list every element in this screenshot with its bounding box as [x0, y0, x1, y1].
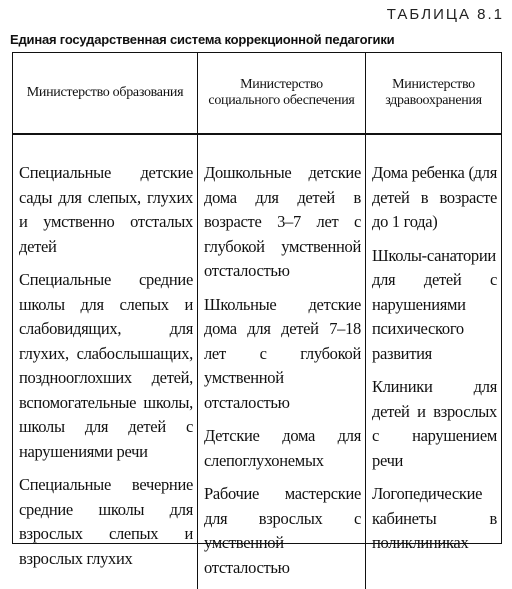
column-social-security [197, 135, 365, 589]
table-cell-item: Дома ребенка (для детей в возрасте до 1 года) [372, 163, 497, 231]
column-education [13, 135, 197, 589]
table-cell-item: Специальные средние школы для слепых и слабовидящих, для глухих, слабослышащих, позднооглохших детей, вспомогательные школы, школы для детей с нарушениями речи [19, 270, 193, 461]
table-cell-item: Специальные вечерние средние школы для взрослых слепых и взрослых глухих [19, 475, 193, 568]
table-cell-item: Детские дома для слепоглухонемых [204, 426, 361, 470]
header-ministry-social-security: Министерство социального обеспечения [197, 53, 365, 135]
table-cell-item: Специальные детские сады для слепых, глухих и умственно отсталых детей [19, 163, 193, 256]
table-cell-item: Дошкольные детские дома для детей в возрасте 3–7 лет с глубокой умственной отсталостью [204, 163, 361, 280]
correctional-pedagogy-table [12, 52, 502, 577]
table-cell-item: Логопедические кабинеты в поликлиниках [372, 484, 497, 552]
table-caption: Единая государственная система коррекционной педагогики [10, 32, 395, 47]
table-cell-item: Клиники для детей и взрослых с нарушением речи [372, 377, 497, 470]
table-number-label: ТАБЛИЦА 8.1 [386, 6, 504, 23]
header-ministry-education: Министерство образования [13, 53, 197, 135]
column-health [365, 135, 501, 589]
header-ministry-health: Министерство здравоохранения [365, 53, 501, 135]
table-cell-item: Рабочие мастерские для взрослых с умственной отсталостью [204, 484, 361, 577]
table-cell-item: Школьные детские дома для детей 7–18 лет с глубокой умственной отсталостью [204, 294, 361, 412]
table-cell-item: Школы-санатории для детей с нарушениями психического развития [372, 245, 497, 363]
